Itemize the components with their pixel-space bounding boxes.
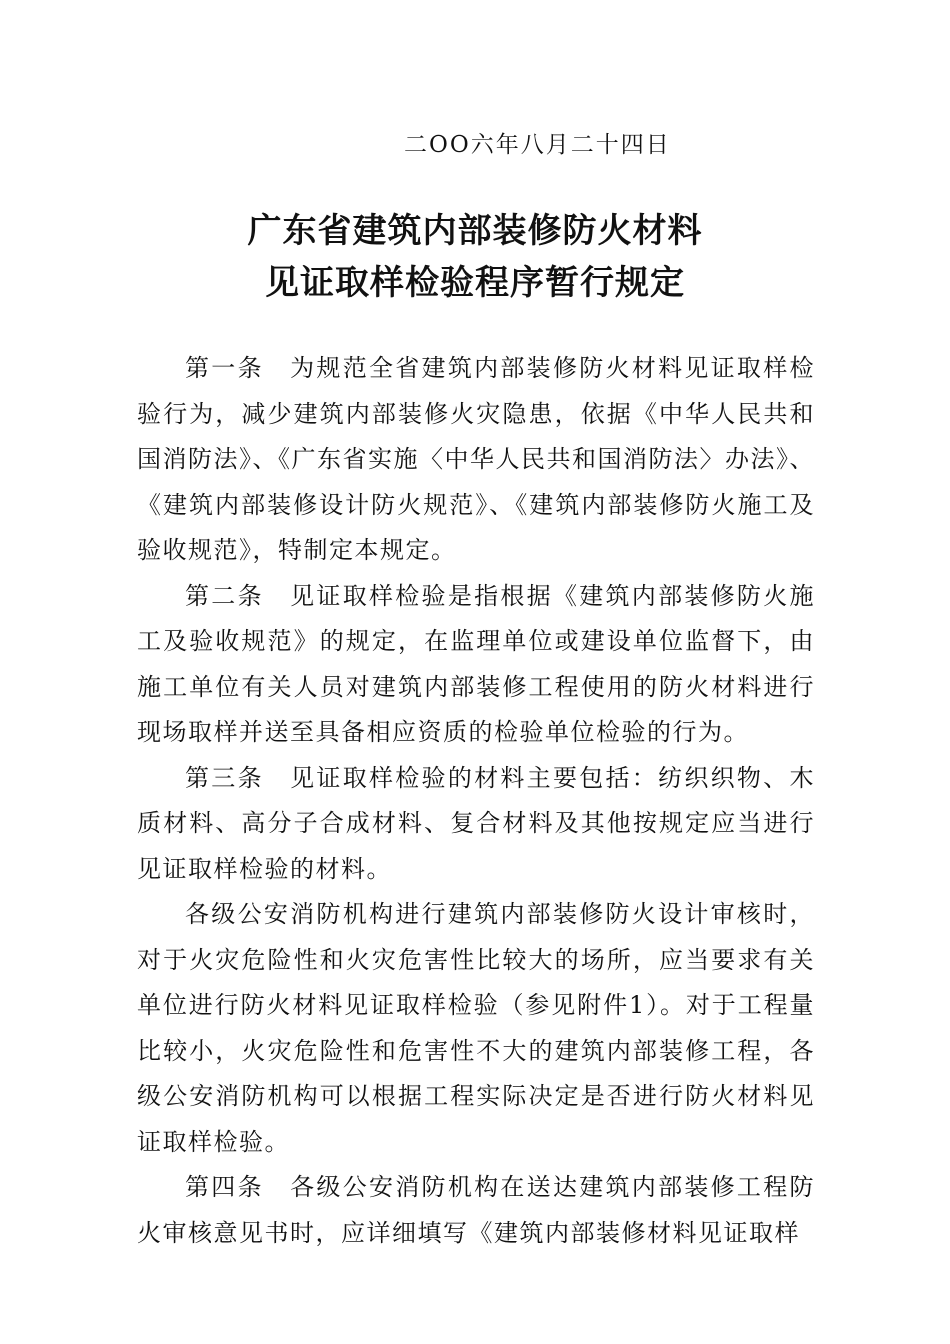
article-1-paragraph: 第一条 为规范全省建筑内部装修防火材料见证取样检验行为，减少建筑内部装修火灾隐患，依据《中华人民共和国消防法》、《广东省实施〈中华人民共和国消防法〉办法》、《建筑内部装修设计防火规范》、《建筑内部装修防火施工及验收规范》，特制定本规定。 <box>137 354 815 564</box>
title-line-2: 见证取样检验程序暂行规定 <box>265 263 685 303</box>
article-3-paragraph: 第三条 见证取样检验的材料主要包括：纺织织物、木质材料、高分子合成材料、复合材料及其他按规定应当进行见证取样检验的材料。 <box>137 763 815 883</box>
article-3-continuation-paragraph: 各级公安消防机构进行建筑内部装修防火设计审核时，对于火灾危险性和火灾危害性比较大的场所，应当要求有关单位进行防火材料见证取样检验（参见附件1）。对于工程量比较小，火灾危险性和危害性不大的建筑内部装修工程，各级公安消防机构可以根据工程实际决定是否进行防火材料见证取样检验。 <box>137 900 815 1156</box>
document-date: 二OO六年八月二十四日 <box>404 132 671 158</box>
article-2-paragraph: 第二条 见证取样检验是指根据《建筑内部装修防火施工及验收规范》的规定，在监理单位或建设单位监督下，由施工单位有关人员对建筑内部装修工程使用的防火材料进行现场取样并送至具备相应资质的检验单位检验的行为。 <box>137 581 815 746</box>
document-title <box>0 205 950 309</box>
article-4-paragraph: 第四条 各级公安消防机构在送达建筑内部装修工程防火审核意见书时，应详细填写《建筑内部装修材料见证取样 <box>137 1173 815 1247</box>
title-line-1: 广东省建筑内部装修防火材料 <box>247 211 703 251</box>
document-body <box>137 346 815 1256</box>
